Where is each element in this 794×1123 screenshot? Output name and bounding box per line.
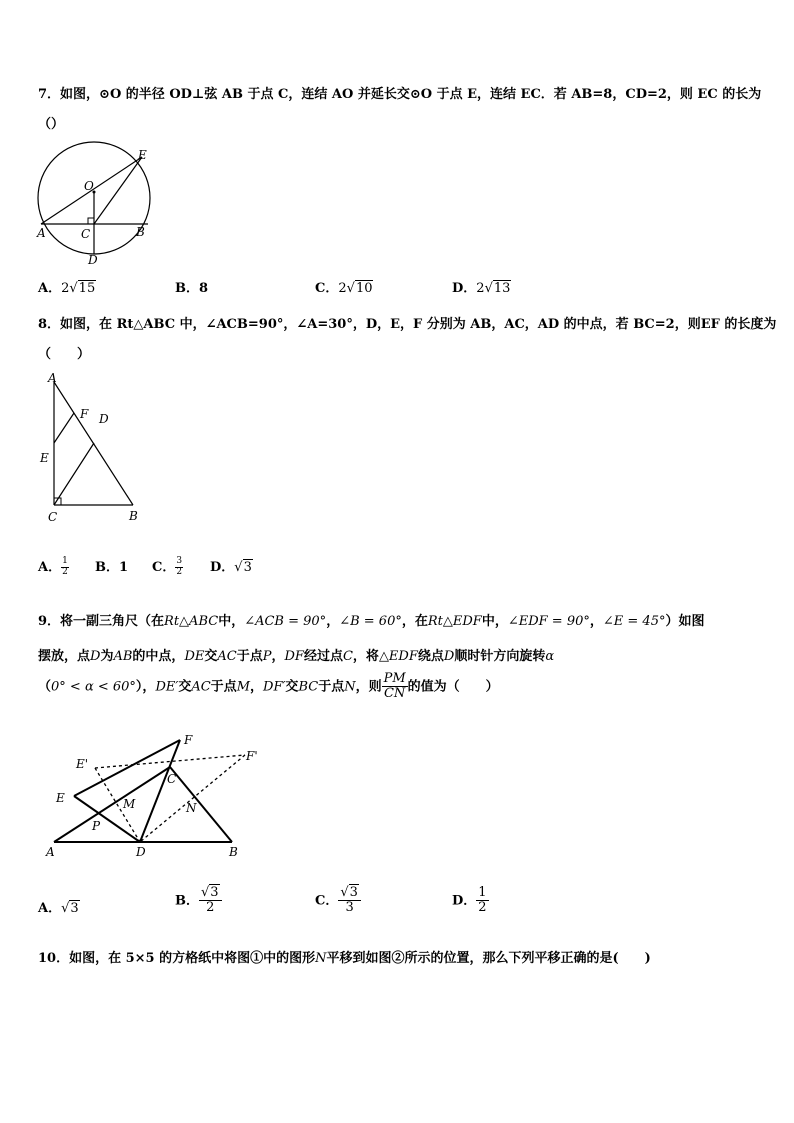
q9-label-C: C xyxy=(167,772,177,786)
q8-label-A: A xyxy=(48,371,57,385)
q7-label-E: E xyxy=(138,148,147,162)
q9-label-D: D xyxy=(136,845,146,859)
q10-text: 10．如图，在 5×5 的方格纸中将图①中的图形N平移到如图②所示的位置，那么下列平移正确的是( ) xyxy=(38,951,651,966)
q7-label-A: A xyxy=(37,226,46,240)
q7-option-d: D．2√13 xyxy=(452,281,511,296)
q7-label-B: B xyxy=(136,225,145,239)
q7-label-D: D xyxy=(88,253,98,267)
q9-line1: 9．将一副三角尺（在Rt△ABC中，∠ACB = 90°，∠B = 60°，在Rt△EDF中，∠EDF = 90°，∠E = 45°）如图 xyxy=(38,614,705,629)
q8-option-a: A． $\frac{1}{2}$ xyxy=(38,556,68,577)
q9-option-c: C． $\frac{√3}{3}$ xyxy=(315,886,361,916)
q7-option-a: A．2√15 xyxy=(38,281,96,296)
q8-label-E: E xyxy=(40,451,49,465)
q9-line2: 摆放，点D为AB的中点，DE交AC于点P，DF经过点C，将△EDF绕点D顺时针方向旋转α xyxy=(38,649,555,664)
q8-label-C: C xyxy=(48,510,58,524)
q8-figure xyxy=(36,370,151,525)
q7-option-b: B．8 xyxy=(175,281,209,296)
q8-label-B: B xyxy=(129,509,138,523)
q8-option-b: B．1 xyxy=(95,560,129,575)
q9-line3: （0° < α < 60°），DE′交AC于点M，DF′交BC于点N，则 $\frac{PM}{CN}$ 的值为（ ） xyxy=(38,671,499,702)
q9-figure xyxy=(40,728,270,863)
q9-label-A: A xyxy=(46,845,55,859)
q8-text: 8．如图，在 Rt△ABC 中，∠ACB=90°，∠A=30°，D，E，F 分别为 AB，AC，AD 的中点，若 BC=2，则EF 的长度为 xyxy=(38,317,777,332)
q7-option-c: C．2√10 xyxy=(315,281,373,296)
q9-label-E-prime: E' xyxy=(76,757,89,771)
q7-figure xyxy=(30,140,160,270)
q9-label-B: B xyxy=(229,845,238,859)
q7-label-O: O xyxy=(84,179,94,193)
q9-label-P: P xyxy=(92,819,101,833)
q8-option-d: D．√3 xyxy=(210,560,252,575)
q7-text: 7．如图，⊙O 的半径 OD⊥弦 AB 于点 C，连结 AO 并延长交⊙O 于点 E，连结 EC．若 AB=8，CD=2，则 EC 的长为 xyxy=(38,87,762,102)
q8-option-c: C． $\frac{3}{2}$ xyxy=(152,556,183,577)
q8-label-F: F xyxy=(80,407,89,421)
q9-fraction: $\frac{PM}{CN}$ xyxy=(383,671,406,702)
q9-option-d: D． $\frac{1}{2}$ xyxy=(452,885,487,916)
q9-label-E: E xyxy=(56,791,65,805)
q8-label-D: D xyxy=(99,412,109,426)
q9-label-F: F xyxy=(184,733,193,747)
q9-option-a: A．√3 xyxy=(38,901,79,916)
q9-label-F-prime: F' xyxy=(246,749,258,763)
q9-label-N: N xyxy=(186,801,197,815)
q9-option-b: B． $\frac{√3}{2}$ xyxy=(175,886,222,916)
q7-label-C: C xyxy=(81,227,91,241)
q7-paren: （） xyxy=(38,117,65,132)
q8-paren: （ ） xyxy=(38,347,91,362)
q9-label-M: M xyxy=(123,797,136,811)
